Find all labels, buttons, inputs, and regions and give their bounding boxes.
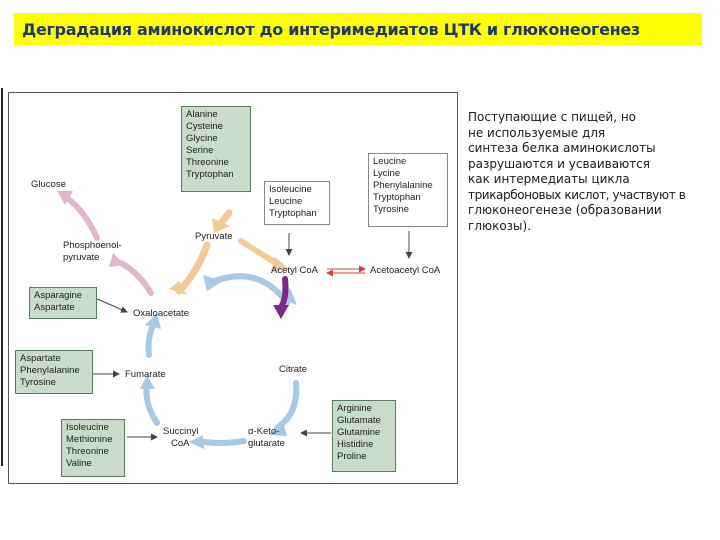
aa-box-to-acetoacetyl-coa [368,153,448,227]
metabolite-pep-line2: pyruvate [63,252,100,263]
aa-tyrosine: Tyrosine [20,377,56,388]
description-line: Поступающие с пищей, но [468,110,637,124]
description-line: трикарбоновых кислот, участвуют в [468,187,686,202]
aa-asparagine: Asparagine [34,290,83,301]
arrow-oxaloacetate-to-pep [121,263,151,293]
aa-leucine: Leucine [269,196,303,207]
metabolite-acetyl-coa: Acetyl CoA [271,265,318,276]
aa-box-to-pyruvate [181,106,251,192]
description-line: разрушаются и усваиваются [468,156,650,171]
aa-box-to-fumarate [15,350,93,394]
aa-phenylalanine: Phenylalanine [373,180,433,191]
metabolite-glucose: Glucose [31,179,66,190]
connector-asparagine-to-oxaloacetate [95,298,127,312]
aa-lycine: Lycine [373,168,401,179]
aa-serine: Serine [186,145,214,156]
description-line: синтеза белка аминокислоты [468,141,656,155]
aa-proline: Proline [337,451,367,462]
aa-isoleucine: Isoleucine [66,422,109,433]
aa-cysteine: Cysteine [186,121,223,132]
aa-tryptophan: Tryptophan [269,208,317,219]
metabolite-akg-line1: α-Keto- [248,426,280,437]
aa-histidine: Histidine [337,439,374,450]
description-line: глюконеогенезе (образовании [468,203,662,217]
aa-aspartate: Aspartate [34,302,75,313]
arrowhead-to-pep [109,253,125,267]
metabolite-pep-line1: Phosphoenol- [63,240,122,251]
page-title: Деградация аминокислот до интеримедиатов ЦТК и глюконеогенез [22,20,640,39]
description-line: как интермедиаты цикла [468,172,630,186]
aa-tryptophan: Tryptophan [186,169,234,180]
aa-tryptophan: Tryptophan [373,192,421,203]
title-bar [14,13,702,45]
aa-threonine: Threonine [186,157,229,168]
left-divider [1,88,3,466]
cycle-arrow-citrate-to-akg [277,383,296,428]
aa-leucine: Leucine [373,156,407,167]
metabolite-succinyl-line2: CoA [171,438,190,449]
metabolite-acetoacetyl-coa: Acetoacetyl CoA [370,265,441,276]
metabolite-citrate: Citrate [279,364,307,375]
amino-acid-degradation-diagram [8,92,458,484]
aa-aspartate: Aspartate [20,353,61,364]
description-line: не используемые для [468,125,606,140]
arrowhead-to-citrate [273,305,289,319]
metabolite-oxaloacetate: Oxaloacetate [133,308,189,319]
aa-alanine: Alanine [186,109,218,120]
aa-isoleucine: Isoleucine [269,184,312,195]
metabolite-succinyl-line1: Succinyl [163,426,199,437]
arrow-pyruvate-to-acetyl-coa [241,241,279,265]
aa-box-to-acetyl-coa [264,181,330,225]
aa-arginine: Arginine [337,403,372,414]
cycle-arrow-akg-to-succinyl [199,441,244,443]
aa-glutamine: Glutamine [337,427,381,438]
arrow-pep-to-glucose [67,198,97,238]
aa-box-to-oxaloacetate [29,287,97,319]
aa-methionine: Methionine [66,434,113,445]
arrow-aa-to-pyruvate [221,213,229,223]
cycle-arrow-succinyl-to-fumarate [146,385,157,423]
aa-threonine: Threonine [66,446,109,457]
cycle-arrow-fumarate-to-oxaloacetate [149,323,154,355]
arrow-pyruvate-to-oxaloacetate [179,245,207,291]
aa-valine: Valine [66,458,92,469]
description-text [468,110,718,234]
metabolite-fumarate: Fumarate [125,369,166,380]
metabolite-akg-line2: glutarate [248,438,285,449]
description-line: глюкозы). [468,218,532,233]
aa-glycine: Glycine [186,133,218,144]
aa-phenylalanine: Phenylalanine [20,365,80,376]
tca-cycle-arrows [146,276,296,443]
aa-box-to-succinyl-coa [61,419,125,477]
metabolite-pyruvate: Pyruvate [195,231,233,242]
tca-cycle-arrowheads [140,275,297,449]
aa-tyrosine: Tyrosine [373,204,409,215]
aa-glutamate: Glutamate [337,415,381,426]
aa-box-to-alpha-ketoglutarate [332,400,396,472]
